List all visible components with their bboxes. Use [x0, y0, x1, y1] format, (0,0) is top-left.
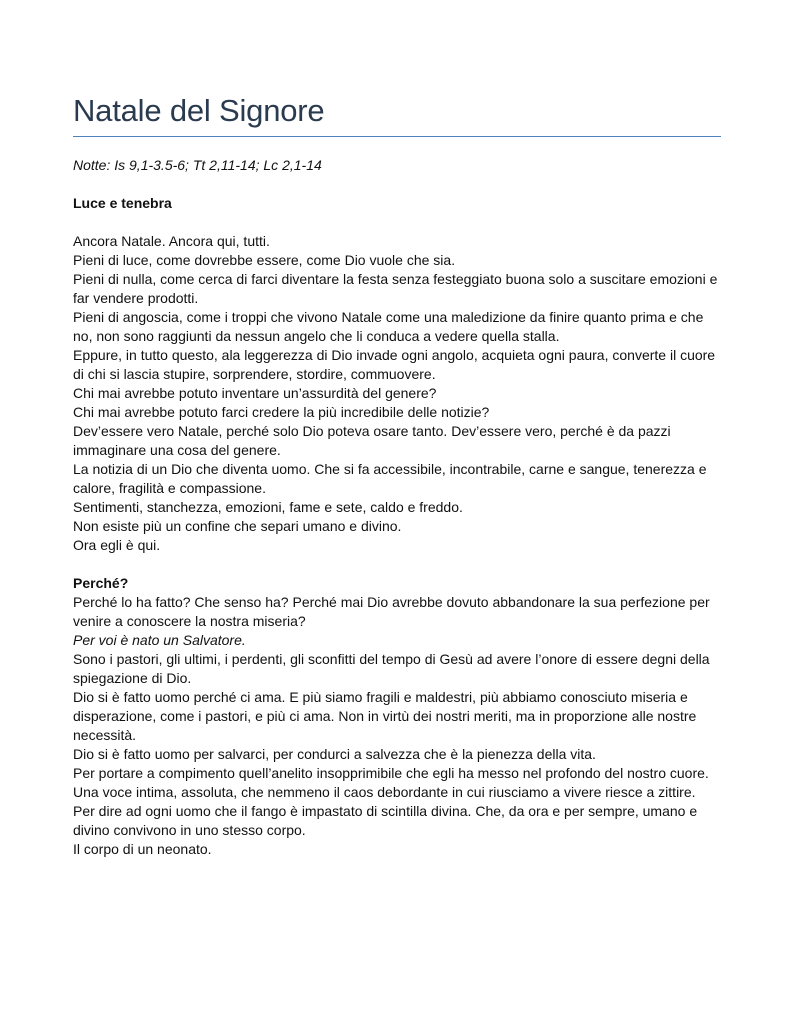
- paragraph: Non esiste più un confine che separi umano e divino.: [73, 518, 402, 534]
- section-heading-perche: Perché?: [73, 575, 129, 591]
- paragraph: Perché lo ha fatto? Che senso ha? Perché mai Dio avrebbe dovuto abbandonare la sua perfezione per venire a conoscere la nostra miseria?: [73, 594, 710, 629]
- document-page: [73, 88, 721, 859]
- spacer: [73, 555, 721, 574]
- document-title: Natale del Signore: [73, 88, 721, 137]
- paragraph: Pieni di angoscia, come i troppi che vivono Natale come una maledizione da finire quanto prima e che no, non sono raggiunti da nessun angelo che li conduca a vedere quella stalla.: [73, 309, 704, 344]
- section-heading-luce-e-tenebra: Luce e tenebra: [73, 195, 172, 211]
- paragraph: Chi mai avrebbe potuto inventare un’assurdità del genere?: [73, 385, 437, 401]
- readings-notes: Notte: Is 9,1-3.5-6; Tt 2,11-14; Lc 2,1-14: [73, 157, 322, 173]
- section-perche: [73, 593, 721, 859]
- paragraph: Dio si è fatto uomo perché ci ama. E più siamo fragili e maldestri, più abbiamo conosciuto miseria e disperazione, come i pastori, e più ci ama. Non in virtù dei nostri meriti, ma in proporzione alle nostre necessità.: [73, 689, 697, 743]
- paragraph: Per portare a compimento quell’anelito insopprimibile che egli ha messo nel profondo del nostro cuore. Una voce intima, assoluta, che nemmeno il caos debordante in cui riusciamo a vivere riesce a zittire.: [73, 765, 709, 800]
- paragraph: Pieni di luce, come dovrebbe essere, come Dio vuole che sia.: [73, 252, 456, 268]
- paragraph-quote: Per voi è nato un Salvatore.: [73, 632, 246, 648]
- paragraph: Pieni di nulla, come cerca di farci diventare la festa senza festeggiato buona solo a suscitare emozioni e far vendere prodotti.: [73, 271, 718, 306]
- paragraph: Per dire ad ogni uomo che il fango è impastato di scintilla divina. Che, da ora e per sempre, umano e divino convivono in uno stesso corpo.: [73, 803, 698, 838]
- paragraph: Ancora Natale. Ancora qui, tutti.: [73, 233, 270, 249]
- paragraph: Dev’essere vero Natale, perché solo Dio poteva osare tanto. Dev’essere vero, perché è da pazzi immaginare una cosa del genere.: [73, 423, 671, 458]
- paragraph: La notizia di un Dio che diventa uomo. Che si fa accessibile, incontrabile, carne e sangue, tenerezza e calore, fragilità e compassione.: [73, 461, 707, 496]
- paragraph: Dio si è fatto uomo per salvarci, per condurci a salvezza che è la pienezza della vita.: [73, 746, 596, 762]
- paragraph: Sono i pastori, gli ultimi, i perdenti, gli sconfitti del tempo di Gesù ad avere l’onore di essere degni della spiegazione di Dio.: [73, 651, 710, 686]
- section-luce-e-tenebra: [73, 232, 721, 555]
- paragraph: Eppure, in tutto questo, ala leggerezza di Dio invade ogni angolo, acquieta ogni paura, converte il cuore di chi si lascia stupire, sorprendere, stordire, commuovere.: [73, 347, 716, 382]
- paragraph: Sentimenti, stanchezza, emozioni, fame e sete, caldo e freddo.: [73, 499, 463, 515]
- paragraph: Il corpo di un neonato.: [73, 841, 212, 857]
- paragraph: Ora egli è qui.: [73, 537, 161, 553]
- paragraph: Chi mai avrebbe potuto farci credere la più incredibile delle notizie?: [73, 404, 490, 420]
